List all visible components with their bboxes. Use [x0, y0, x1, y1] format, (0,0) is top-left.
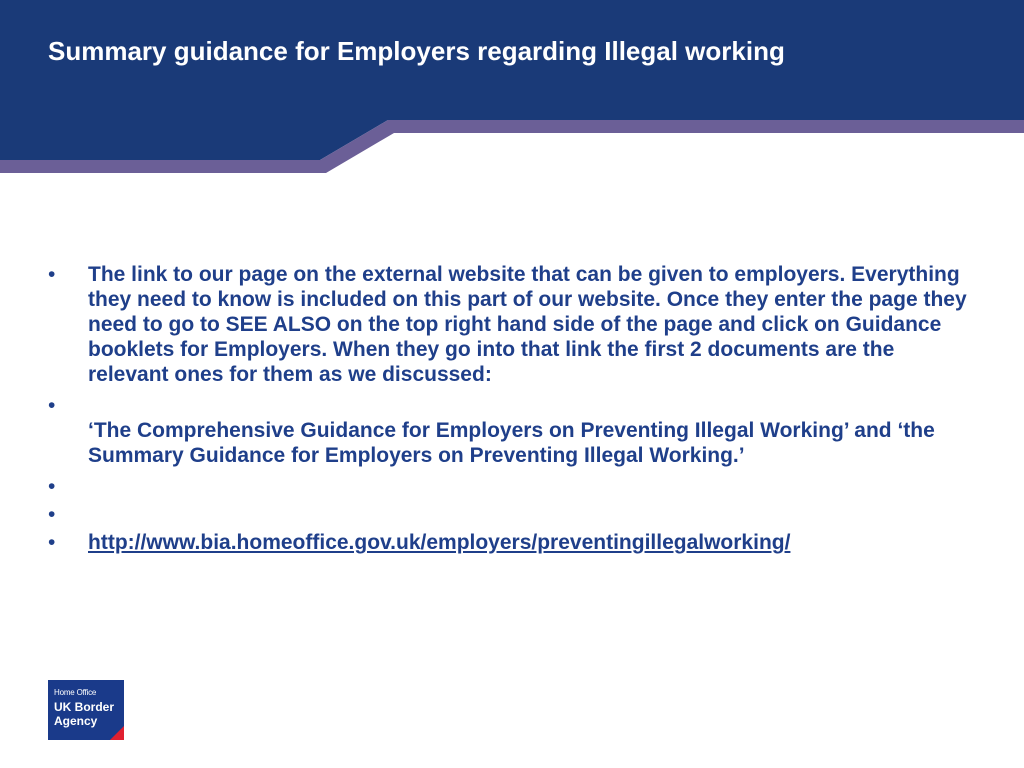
bullet-list: [48, 262, 978, 556]
header-band: [0, 0, 1024, 175]
list-item: [48, 262, 978, 387]
bullet-text-documents: ‘The Comprehensive Guidance for Employers on Preventing Illegal Working’ and ‘the Summary Guidance for Employers on Preventing Illegal Working.’: [88, 419, 935, 467]
list-item: [48, 474, 978, 500]
bullet-marker: •: [48, 503, 56, 526]
bullet-marker: •: [48, 531, 56, 554]
bullet-text-instructions: The link to our page on the external website that can be given to employers. Everything they need to know is included on this part of our website. Once they enter the page they need to go to SEE ALSO on the top right hand side of the page and click on Guidance booklets for Employers. When they go into that link the first 2 documents are the relevant ones for them as we discussed:: [88, 263, 967, 386]
uk-border-agency-logo: [48, 680, 124, 740]
bullet-marker: •: [48, 263, 56, 286]
list-item: [48, 502, 978, 528]
header-navy-shape: [0, 0, 1024, 160]
list-item: [48, 530, 978, 556]
guidance-url-link[interactable]: http://www.bia.homeoffice.gov.uk/employers/preventingillegalworking/: [88, 531, 791, 554]
logo-org-top: Home Office: [54, 688, 97, 697]
logo-line-1: UK Border: [54, 700, 115, 714]
logo-line-2: Agency: [54, 714, 98, 728]
bullet-marker: •: [48, 475, 56, 498]
content-area: [48, 262, 978, 558]
list-item: [48, 393, 978, 468]
logo-red-corner: [110, 726, 124, 740]
bullet-marker: •: [48, 394, 56, 417]
slide-title: Summary guidance for Employers regarding Illegal working: [48, 36, 785, 66]
